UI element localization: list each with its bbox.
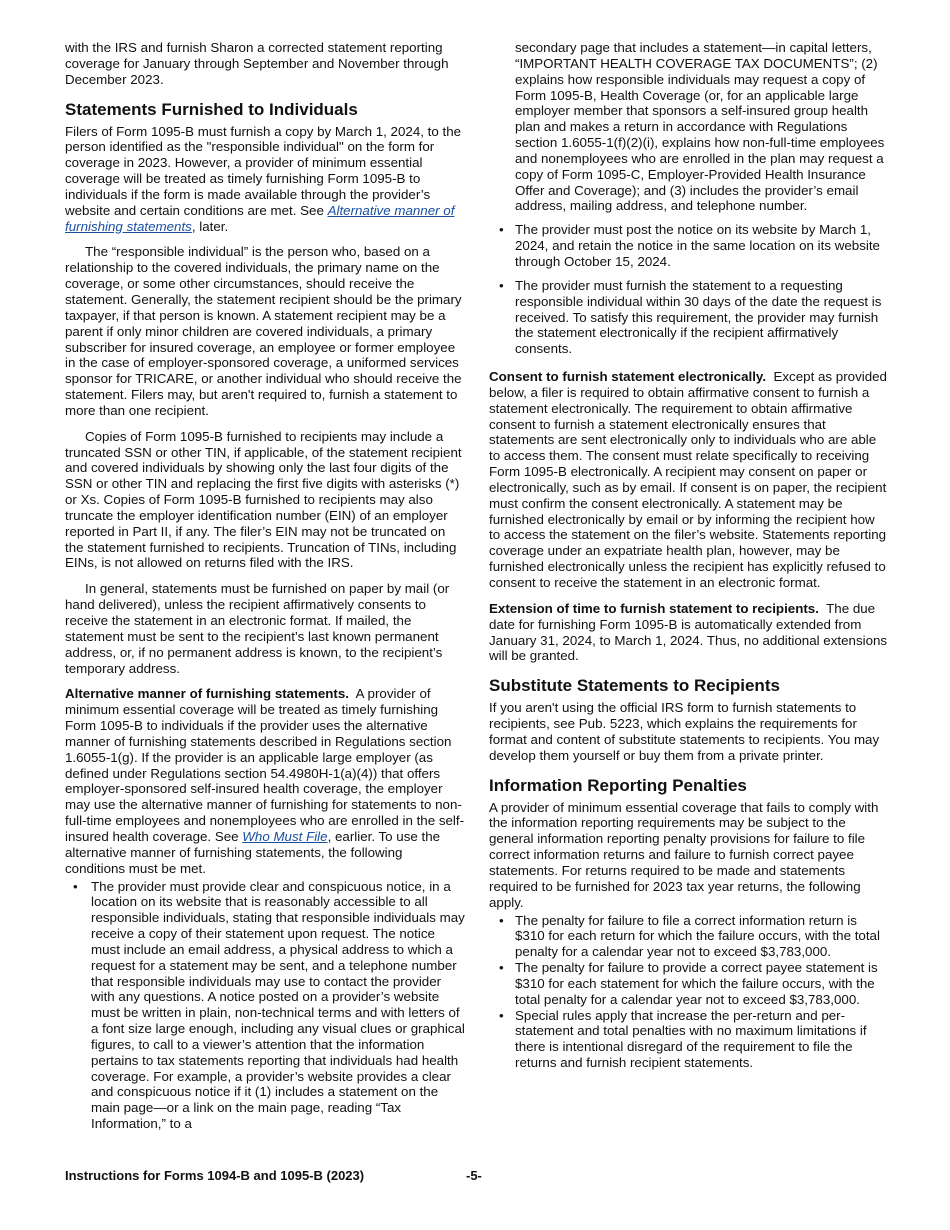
list-item-penalty-return: • The penalty for failure to file a correct information return is $310 for each return for which the failure occurs, with the total penalty for a calendar year not to exceed $3,783,000. bbox=[489, 913, 889, 961]
alternative-manner-text-end: , earlier. To use the alternative manner of furnishing statements, the following conditions must be met. bbox=[65, 828, 441, 876]
consent-paragraph bbox=[489, 369, 889, 591]
section-heading-penalties: Information Reporting Penalties bbox=[489, 775, 747, 795]
alternative-manner-heading: Alternative manner of furnishing statements. bbox=[65, 686, 349, 702]
section-heading-statements: Statements Furnished to Individuals bbox=[65, 99, 358, 119]
list-item-notice: • The provider must provide clear and conspicuous notice, in a location on its website that is reasonably accessible to all responsible individuals, stating that responsible individuals may receive a copy of their statement upon request. The notice must include an email address, a physical address to which a request for a statement may be sent, and a telephone number that responsible individuals may use to contact the provider with any questions. A notice posted on a provider’s website must be written in plain, non-technical terms and with letters of a font size large enough, including any visual clues or graphical figures, to call to a viewer’s attention that the information pertains to tax statements reporting that individuals had health coverage. For example, a provider’s website provides a clear and conspicuous notice if it (1) includes a statement on the main page—or a link on the main page, reading “Tax Information,” to a bbox=[65, 879, 465, 1133]
paper-delivery-paragraph: In general, statements must be furnished on paper by mail (or hand delivered), unless the recipient affirmatively consents to receive the statement in an electronic format. If mailed, the statement must be sent to the recipient’s last known permanent address, or, if no permanent address is known, to the recipient’s temporary address. bbox=[65, 581, 450, 676]
substitute-paragraph: If you aren't using the official IRS form to furnish statements to recipients, see Pub. 5223, which explains the requirements for format and content of substitute statements to recipients. You may develop them yourself or buy them from a private printer. bbox=[489, 700, 880, 763]
list-item-furnish-request: • The provider must furnish the statement to a requesting responsible individual within 30 days of the date the request is received. To satisfy this requirement, the provider may furnish the statement electronically if the recipient affirmatively consents. bbox=[489, 278, 889, 357]
extension-text: The due date for furnishing Form 1095-B is automatically extended from January 31, 2024, to March 1, 2024. Thus, no additional extensions will be granted. bbox=[489, 600, 888, 664]
truncation-paragraph: Copies of Form 1095-B furnished to recipients may include a truncated SSN or other TIN, if applicable, of the statement recipient and covered individuals by showing only the last four digits of the SSN or other TIN and replacing the first five digits with asterisks (*) or Xs. Copies of Form 1095-B furnished to recipients may also truncate the employer identification number (EIN) of an employer reported in Part II, if any. The filer’s EIN may not be truncated on the statement furnished to recipients. Truncation of TINs, including EINs, is not allowed on returns filed with the IRS. bbox=[65, 428, 462, 571]
left-column bbox=[65, 40, 465, 1142]
filers-paragraph bbox=[65, 124, 465, 235]
filers-text-end: , later. bbox=[191, 218, 229, 234]
list-item-special-rules: • Special rules apply that increase the per-return and per-statement and total penalties with no maximum limitations if there is intentional disregard of the requirement to file the returns and furnish recipient statements. bbox=[489, 1008, 889, 1071]
who-must-file-link[interactable]: Who Must File bbox=[242, 828, 328, 844]
list-item-post-notice: • The provider must post the notice on its website by March 1, 2024, and retain the notice in the same location on its website through October 15, 2024. bbox=[489, 222, 889, 270]
consent-heading: Consent to furnish statement electronically. bbox=[489, 369, 767, 385]
list-item-notice-continued: secondary page that includes a statement—in capital letters, “IMPORTANT HEALTH COVERAGE TAX DOCUMENTS”; (2) explains how responsible individuals may request a copy of Form 1095-B, Health Coverage (or, for an applicable large employer member that sponsors a self-insured group health plan and makes a return in accordance with Regulations section 1.6055-1(f)(2)(i), explains how non-full-time employees and nonemployees who are enrolled in the plan may request a copy of Form 1095-C, Employer-Provided Health Insurance Offer and Coverage); and (3) includes the provider’s email address, mailing address, and telephone number. bbox=[515, 40, 885, 214]
consent-text: Except as provided below, a filer is required to obtain affirmative consent to furnish a statement electronically. The requirement to obtain affirmative consent to furnish a statement electronically ensures that statements are sent electronically only to individuals who are able to access them. The consent must relate specifically to receiving Form 1095-B electronically. A recipient may consent on paper or electronically, such as by email. If consent is on paper, the recipient must confirm the consent electronically. A statement may be furnished electronically by email or by informing the recipient how to access the statement on the filer’s website. Statements reporting coverage under an expatriate health plan, however, may be furnished electronically unless the recipient has explicitly refused to consent to receive the statement in an electronic format. bbox=[489, 369, 887, 590]
penalty-list bbox=[489, 913, 889, 1071]
alternative-manner-link[interactable]: Alternative manner of furnishing statements bbox=[65, 202, 455, 234]
responsible-individual-paragraph: The “responsible individual” is the person who, based on a relationship to the covered individuals, the primary name on the coverage, or some other circumstances, should receive the statement. Generally, the statement recipient should be the primary taxpayer, if that person is known. A statement recipient may be a parent if only minor children are covered individuals, a primary subscriber for insured coverage, an employee or former employee in the case of employer-sponsored coverage, a uniformed services sponsor for TRICARE, or another individual who should receive the statement. Filers may, but aren't required to, furnish a statement to more than one recipient. bbox=[65, 244, 462, 418]
conditions-list-continued bbox=[489, 222, 889, 357]
right-column bbox=[489, 40, 889, 1081]
alternative-manner-paragraph bbox=[65, 686, 465, 876]
extension-paragraph bbox=[489, 601, 889, 664]
extension-heading: Extension of time to furnish statement to recipients. bbox=[489, 600, 819, 616]
section-heading-substitute: Substitute Statements to Recipients bbox=[489, 676, 780, 696]
intro-paragraph: with the IRS and furnish Sharon a corrected statement reporting coverage for January through September and November through December 2023. bbox=[65, 40, 449, 87]
alternative-manner-text: A provider of minimum essential coverage will be treated as timely furnishing Form 1095-B to individuals if the provider uses the alternative manner of furnishing statements described in Regulations section 1.6055-1(g). If the provider is an applicable large employer (as defined under Regulations section 54.4980H-1(a)(4)) that offers employer-sponsored self-insured health coverage, the employer may use the alternative manner of furnishing for statements to non-full-time employees and nonemployees who are enrolled in the self-insured health coverage. See bbox=[65, 686, 465, 844]
list-item-penalty-statement: • The penalty for failure to provide a correct payee statement is $310 for each statement for which the failure occurs, with the total penalty for a calendar year not to exceed $3,783,000. bbox=[489, 960, 889, 1008]
page-number: -5- bbox=[466, 1168, 482, 1183]
penalties-paragraph: A provider of minimum essential coverage that fails to comply with the information reporting requirements may be subject to the general information reporting penalty provisions for failure to file correct information returns and failure to furnish correct payee statements. For returns required to be made and statements required to be furnished for 2023 tax year returns, the following apply. bbox=[489, 799, 879, 910]
footer-title: Instructions for Forms 1094-B and 1095-B (2023) bbox=[65, 1168, 365, 1183]
conditions-list bbox=[65, 879, 465, 1133]
filers-text: Filers of Form 1095-B must furnish a copy by March 1, 2024, to the person identified as the "responsible individual" on the form for coverage in 2023. However, a provider of minimum essential coverage will be treated as timely furnishing Form 1095-B to individuals if the form is made available through the provider’s website and certain conditions are met. See bbox=[65, 123, 462, 218]
